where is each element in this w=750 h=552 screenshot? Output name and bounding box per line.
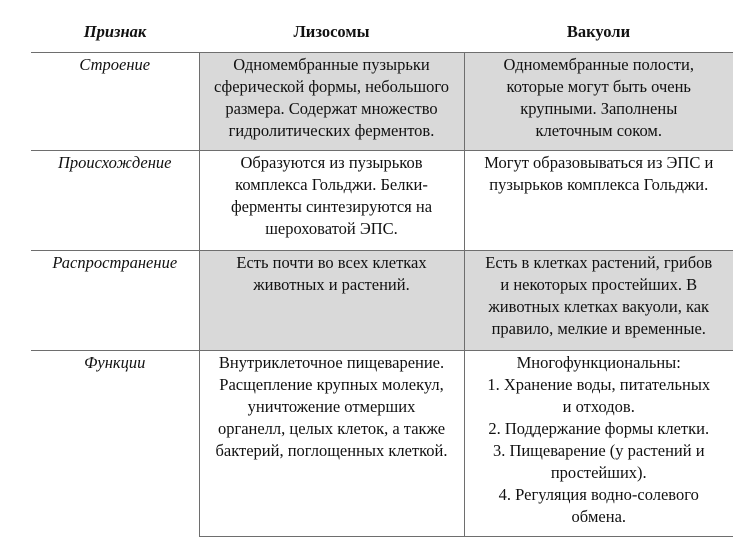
text-line: которые могут быть очень — [506, 77, 691, 96]
text-line: гидролитических ферментов. — [228, 121, 435, 140]
text-line: уничтожение отмерших — [247, 397, 416, 416]
vacuoles-cell — [464, 151, 733, 251]
comparison-table — [31, 11, 733, 537]
text-line: клеточным соком. — [535, 121, 662, 140]
text-line: крупными. Заполнены — [520, 99, 678, 118]
header-row — [31, 11, 733, 53]
feature-cell: Распространение — [31, 251, 199, 351]
table-row — [31, 251, 733, 351]
text-line: Многофункциональны: — [516, 353, 681, 372]
table-row — [31, 151, 733, 251]
text-line: Одномембранные полости, — [503, 55, 694, 74]
text-line: и некоторых простейших. В — [500, 275, 698, 294]
text-line: Есть в клетках растений, грибов — [485, 253, 713, 272]
text-line: Есть почти во всех клетках — [236, 253, 427, 272]
text-line: Образуются из пузырьков — [240, 153, 423, 172]
feature-cell: Строение — [31, 53, 199, 151]
feature-cell: Функции — [31, 351, 199, 537]
text-line: сферической формы, небольшого — [214, 77, 449, 96]
text-line: Могут образовываться из ЭПС и — [484, 153, 714, 172]
text-line: простейших). — [550, 463, 647, 482]
table-row — [31, 53, 733, 151]
text-line: Одномембранные пузырьки — [233, 55, 430, 74]
table-row — [31, 351, 733, 537]
lysosomes-cell — [199, 53, 464, 151]
vacuoles-cell — [464, 251, 733, 351]
lysosomes-cell — [199, 251, 464, 351]
text-line: комплекса Гольджи. Белки- — [235, 175, 428, 194]
text-line: органелл, целых клеток, а также — [217, 419, 446, 438]
header-feature: Признак — [31, 11, 199, 53]
text-line: обмена. — [571, 507, 627, 526]
text-line: Внутриклеточное пищеварение. — [218, 353, 445, 372]
vacuoles-cell — [464, 351, 733, 537]
text-line: шероховатой ЭПС. — [265, 219, 398, 238]
vacuoles-cell — [464, 53, 733, 151]
text-line: и отходов. — [562, 397, 635, 416]
lysosomes-cell — [199, 351, 464, 537]
text-line: 3. Пищеварение (у растений и — [492, 441, 705, 460]
text-line: 4. Регуляция водно-солевого — [498, 485, 699, 504]
text-line: 1. Хранение воды, питательных — [487, 375, 711, 394]
text-line: размера. Содержат множество — [225, 99, 438, 118]
text-line: ферменты синтезируются на — [230, 197, 433, 216]
header-lysosomes: Лизосомы — [199, 11, 464, 53]
text-line: бактерий, поглощенных клеткой. — [215, 441, 448, 460]
text-line: Расщепление крупных молекул, — [219, 375, 444, 394]
text-line: правило, мелкие и временные. — [491, 319, 706, 338]
text-line: животных и растений. — [253, 275, 410, 294]
text-line: 2. Поддержание формы клетки. — [488, 419, 710, 438]
header-vacuoles: Вакуоли — [464, 11, 733, 53]
text-line: животных клетках вакуоли, как — [488, 297, 710, 316]
text-line: пузырьков комплекса Гольджи. — [489, 175, 709, 194]
lysosomes-cell — [199, 151, 464, 251]
feature-cell: Происхождение — [31, 151, 199, 251]
